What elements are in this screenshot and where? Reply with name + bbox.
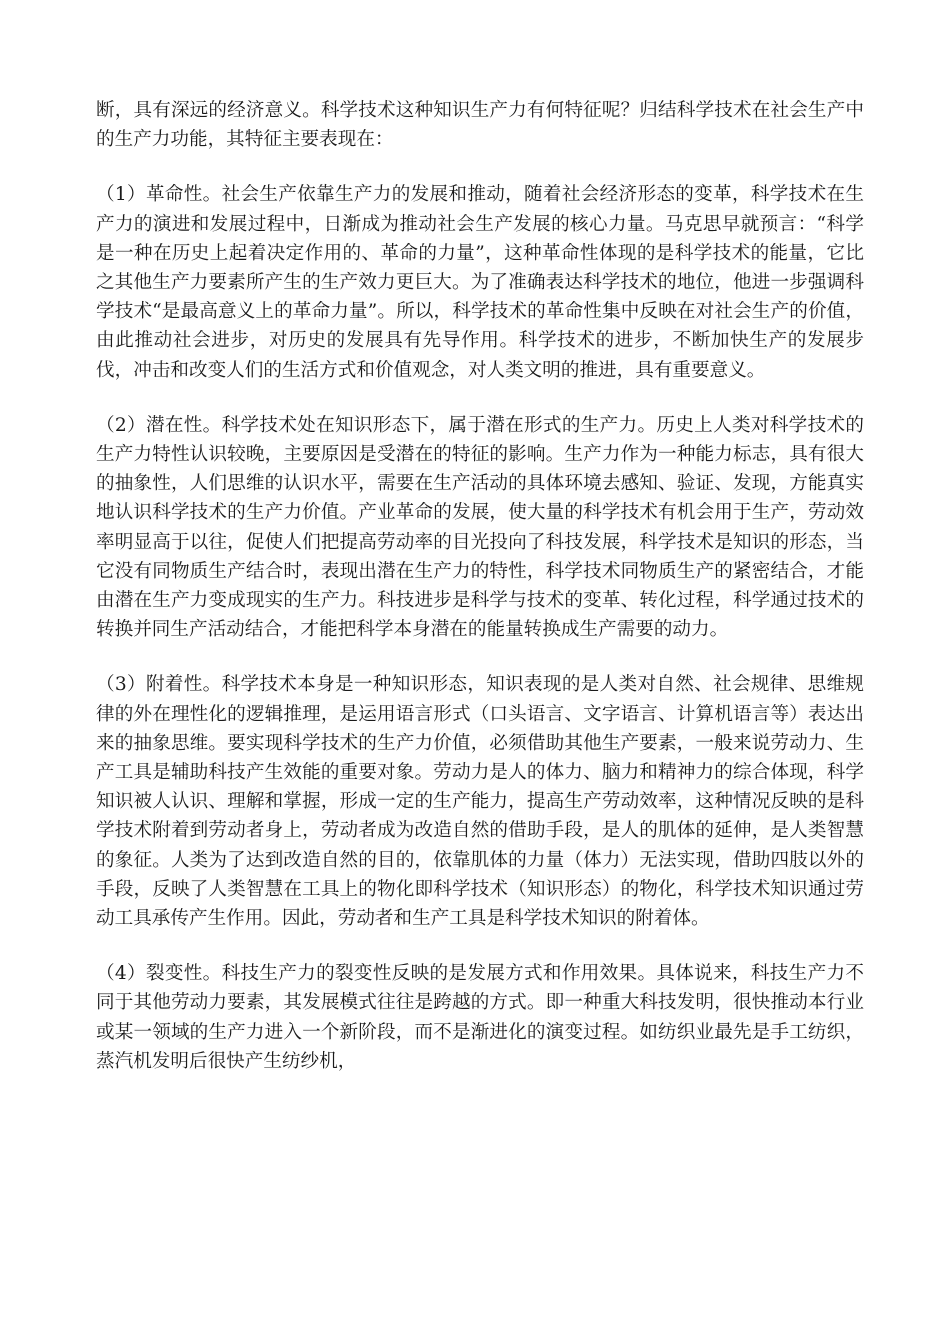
paragraph-attached: （3）附着性。科学技术本身是一种知识形态，知识表现的是人类对自然、社会规律、思维规律的外在理性化的逻辑推理，是运用语言形式（口头语言、文字语言、计算机语言等）表达出来的抽象思维。要实现科学技术的生产力价值，必须借助其他生产要素，一般来说劳动力、生产工具是辅助科技产生效能的重要对象。劳动力是人的体力、脑力和精神力的综合体现，科学知识被人认识、理解和掌握，形成一定的生产能力，提高生产劳动效率，这种情况反映的是科学技术附着到劳动者身上，劳动者成为改造自然的借助手段，是人的肌体的延伸，是人类智慧的象征。人类为了达到改造自然的目的，依靠肌体的力量（体力）无法实现，借助四肢以外的手段，反映了人类智慧在工具上的物化即科学技术（知识形态）的物化，科学技术知识通过劳动工具承传产生作用。因此，劳动者和生产工具是科学技术知识的附着体。	[96, 674, 864, 930]
paragraph-gap	[96, 644, 864, 670]
paragraph-revolutionary: （1）革命性。社会生产依靠生产力的发展和推动，随着社会经济形态的变革，科学技术在生产力的演进和发展过程中，日渐成为推动社会生产发展的核心力量。马克思早就预言：“科学是一种在历史上起着决定作用的、革命的力量”，这种革命性体现的是科学技术的能量，它比之其他生产力要素所产生的生产效力更巨大。为了准确表达科学技术的地位，他进一步强调科学技术“是最高意义上的革命力量”。所以，科学技术的革命性集中反映在对社会生产的价值，由此推动社会进步，对历史的发展具有先导作用。科学技术的进步，不断加快生产的发展步伐，冲击和改变人们的生活方式和价值观念，对人类文明的推进，具有重要意义。	[96, 184, 864, 381]
paragraph-latent: （2）潜在性。科学技术处在知识形态下，属于潜在形式的生产力。历史上人类对科学技术的生产力特性认识较晚，主要原因是受潜在的特征的影响。生产力作为一种能力标志，具有很大的抽象性，人们思维的认识水平，需要在生产活动的具体环境去感知、验证、发现，方能真实地认识科学技术的生产力价值。产业革命的发展，使大量的科学技术有机会用于生产，劳动效率明显高于以往，促使人们把提高劳动率的目光投向了科技发展，科学技术是知识的形态，当它没有同物质生产结合时，表现出潜在生产力的特性，科学技术同物质生产的紧密结合，才能由潜在生产力变成现实的生产力。科技进步是科学与技术的变革、转化过程，科学通过技术的转换并同生产活动结合，才能把科学本身潜在的能量转换成生产需要的动力。	[96, 414, 864, 641]
paragraph-gap	[96, 154, 864, 180]
paragraph-fission: （4）裂变性。科技生产力的裂变性反映的是发展方式和作用效果。具体说来，科技生产力不同于其他劳动力要素，其发展模式往往是跨越的方式。即一种重大科技发明，很快推动本行业或某一领域的生产力进入一个新阶段，而不是渐进化的演变过程。如纺织业最先是手工纺织，蒸汽机发明后很快产生纺纱机，	[96, 963, 864, 1072]
paragraph-gap	[96, 385, 864, 411]
paragraph-gap	[96, 933, 864, 959]
document-page	[96, 96, 864, 1076]
paragraph-intro: 断，具有深远的经济意义。科学技术这种知识生产力有何特征呢？归结科学技术在社会生产中的生产力功能，其特征主要表现在：	[96, 100, 864, 151]
